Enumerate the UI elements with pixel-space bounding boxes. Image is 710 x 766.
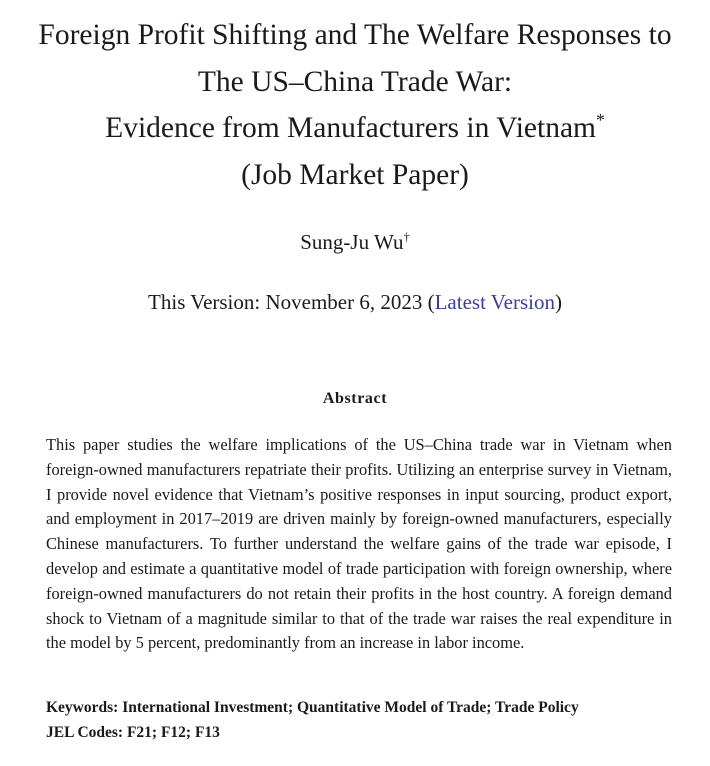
paper-title xyxy=(0,12,710,198)
author-name: Sung-Ju Wu xyxy=(300,230,404,254)
jel-codes-line: JEL Codes: F21; F12; F13 xyxy=(46,724,220,741)
abstract-text: This paper studies the welfare implications of the US–China trade war in Vietnam when foreign-owned manufacturers repatriate their profits. Utilizing an enterprise survey in Vietnam, I provide novel evidence that Vietnam’s positive responses in input sourcing, product export, and employment in 2017–2019 are driven mainly by foreign-owned manufacturers, especially Chinese manufacturers. To further understand the welfare gains of the trade war episode, I develop and estimate a quantitative model of trade participation with foreign ownership, where foreign-owned manufacturers do not retain their profits in the host country. A foreign demand shock to Vietnam of a magnitude similar to that of the trade war raises the real expenditure in the model by 5 percent, predominantly from an increase in labor income. xyxy=(46,435,672,653)
abstract-heading: Abstract xyxy=(322,390,388,407)
title-line-2: The US–China Trade War: xyxy=(197,65,513,98)
title-footnote-mark[interactable]: * xyxy=(595,110,605,131)
author-footnote-mark[interactable]: † xyxy=(403,230,410,244)
title-line-4: (Job Market Paper) xyxy=(241,158,469,191)
title-line-3 xyxy=(0,105,710,152)
title-line-1: Foreign Profit Shifting and The Welfare Responses to xyxy=(38,19,672,51)
title-line-3-text: Evidence from Manufacturers in Vietnam xyxy=(105,112,596,144)
keywords-line: Keywords: International Investment; Quantitative Model of Trade; Trade Policy xyxy=(46,699,579,716)
version-close-paren: ) xyxy=(554,290,562,314)
author-line xyxy=(0,230,710,255)
latest-version-link[interactable]: Latest Version xyxy=(434,290,555,314)
version-line xyxy=(0,290,710,315)
version-date: This Version: November 6, 2023 ( xyxy=(148,290,435,314)
